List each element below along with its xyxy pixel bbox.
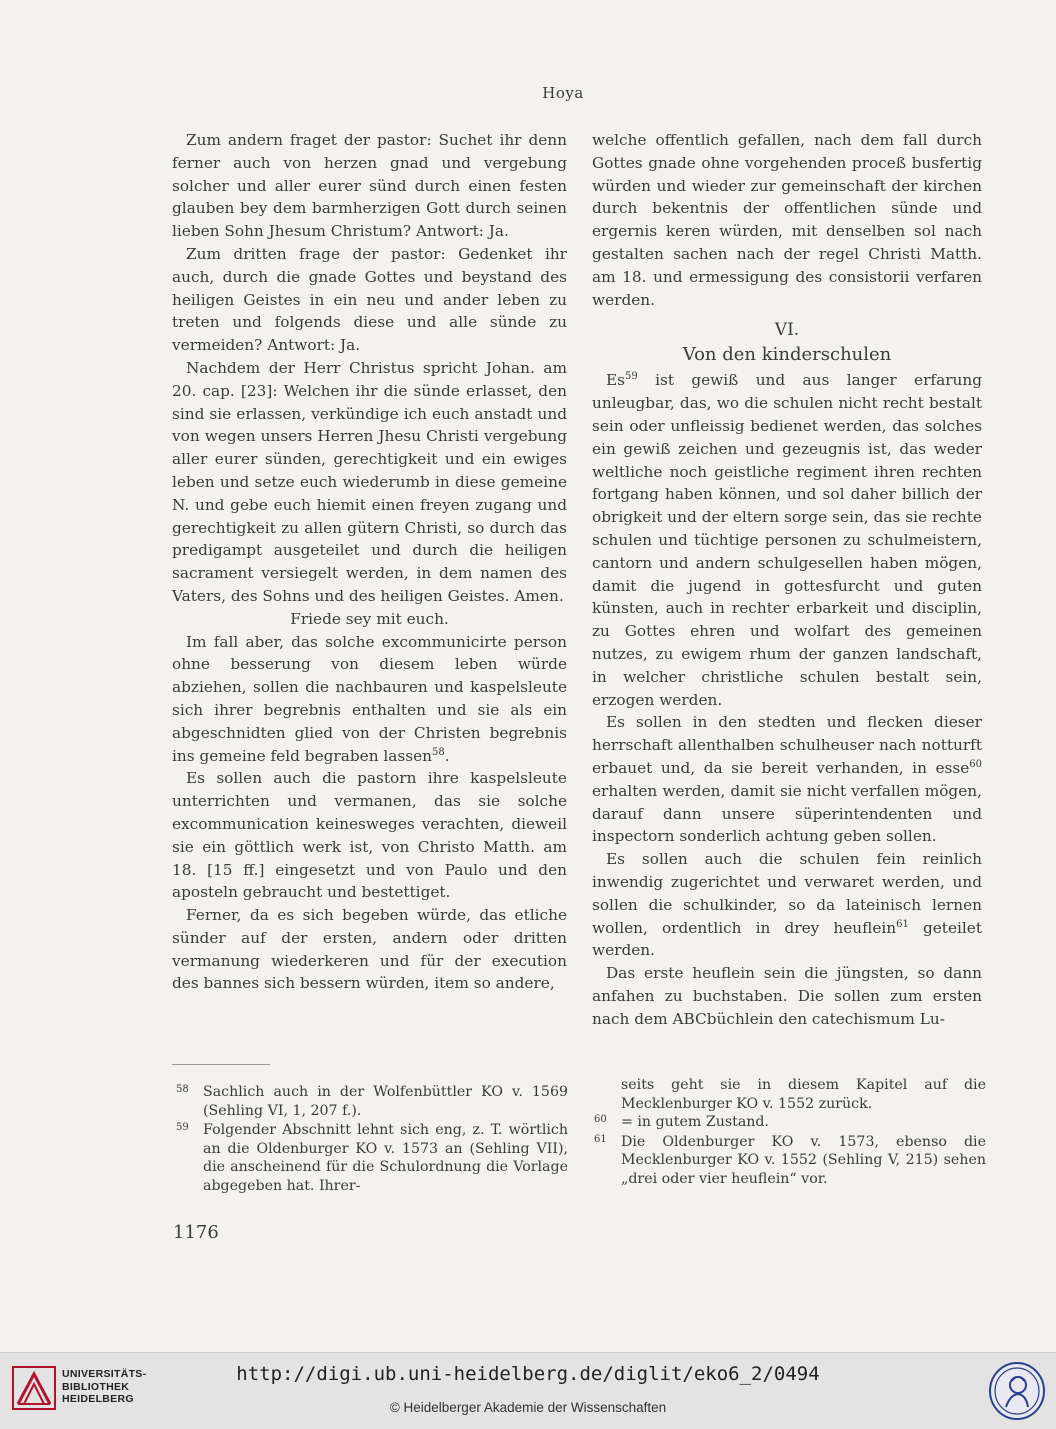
logo-line: UNIVERSITÄTS- (62, 1368, 147, 1380)
footnote-ref[interactable]: 59 (625, 371, 638, 383)
copyright-notice: © Heidelberger Akademie der Wissenschaften (389, 1400, 667, 1415)
paragraph: Es sollen auch die pastorn ihre kaspelsleute unterrichten und vermanen, das sie solche excommunication keinesweges verachten, dieweil sie ein göttlich werk ist, von Christo Matth. am 18. [15 ff.] eingesetzt und von Paulo und den aposteln gebraucht und bestettiget. (172, 769, 567, 902)
paragraph-text: geteilet werden. (592, 918, 982, 960)
footnote-number: 60 (594, 1114, 607, 1125)
left-column (172, 129, 567, 995)
academy-seal-icon[interactable] (988, 1361, 1046, 1421)
footnote-text: Folgender Abschnitt lehnt sich eng, z. T. wörtlich an die Oldenburger KO v. 1573 an (Sehling VII), die anscheinend für die Schulordnung die Vorlage abgegeben hat. Ihrer- (203, 1122, 568, 1194)
footnote-text: Sachlich auch in der Wolfenbüttler KO v. 1569 (Sehling VI, 1, 207 f.). (203, 1084, 568, 1119)
paragraph: Zum andern fraget der pastor: Suchet ihr denn ferner auch von herzen gnad und vergebung solcher und aller eurer sünd durch einen festen glauben bey dem barmherzigen Gott durch seinen lieben Sohn Jhesum Christum? Antwort: Ja. (172, 131, 567, 241)
paragraph-text: Es sollen auch die schulen fein reinlich inwendig zugerichtet und verwaret werden, und sollen die schulkinder, so da lateinisch lernen wollen, ordentlich in drey heuflein (592, 850, 982, 937)
footnote-ref[interactable]: 60 (969, 758, 982, 770)
viewer-footer (0, 1352, 1056, 1429)
section-number: VI. (774, 320, 800, 341)
benediction: Friede sey mit euch. (290, 609, 449, 628)
footnote (594, 1133, 986, 1189)
footnote-number: 58 (176, 1084, 189, 1095)
paragraph (172, 631, 567, 768)
punctuation: . (444, 746, 450, 765)
footnote-continuation: seits geht sie in diesem Kapitel auf die Mecklenburger KO v. 1552 zurück. (621, 1077, 986, 1112)
footnote (594, 1113, 986, 1132)
paragraph (592, 848, 982, 962)
footnote (176, 1121, 568, 1195)
footnote-ref[interactable]: 61 (896, 918, 909, 930)
footnotes-left (176, 1083, 568, 1196)
paragraph: Zum dritten frage der pastor: Gedenket ihr auch, durch die gnade Gottes und beystand des heiligen Geistes in ein neu und ander leben zu treten und folgends diese und alle sünde zu vermeiden? Antwort: Ja. (172, 244, 567, 355)
footnote-number: 61 (594, 1133, 607, 1145)
logo-line: HEIDELBERG (62, 1393, 134, 1405)
paragraph: Das erste heuflein sein die jüngsten, so dann anfahen zu buchstaben. Die sollen zum ersten nach dem ABCbüchlein den catechismum Lu- (592, 964, 982, 1028)
paragraph-text: ist gewiß und aus langer erfarung unleugbar, das, wo die schulen nicht recht bestalt sein oder unfleissig bedienet werden, das solches ein gewiß zeichen und gezeugnis ist, das weder weltliche noch geistliche regiment ihren rechten fortgang haben können, und sol daher billich der obrigkeit und der eltern sorge sein, das sie rechte schulen und tüchtige personen zu schulmeistern, cantorn und andern schulgesellen haben mögen, damit die jugend in gottesfurcht und guten künsten, auch in rechter erbarkeit und disciplin, zu Gottes ehren und wolfart des gemeinen nutzes, zu ewigem rhum der ganzen landschaft, in welcher christliche schulen bestalt sein, erzogen werden. (592, 371, 982, 709)
paragraph-text: Es sollen in den stedten und flecken dieser herrschaft allenthalben schulheuser nach notturft erbauet und, da sie bereit verhanden, in esse (592, 713, 982, 777)
page-number: 1176 (173, 1222, 219, 1243)
paragraph-text: erhalten werden, damit sie nicht verfallen mögen, darauf dann unsere süperintendenten und inspectorn sonderlich achtung geben sollen. (592, 781, 982, 846)
footnote-text: = in gutem Zustand. (621, 1114, 770, 1130)
footnote-rule (172, 1064, 270, 1065)
paragraph: Ferner, da es sich begeben würde, das etliche sünder auf der ersten, andern oder dritten vermanung wiederkeren und für der execution des bannes sich bessern würden, item so andere, (172, 906, 567, 993)
paragraph (592, 369, 982, 711)
right-column (592, 129, 982, 1030)
permalink-url[interactable]: http://digi.ub.uni-heidelberg.de/diglit/eko6_2/0494 (236, 1363, 820, 1385)
footnote-number: 59 (176, 1122, 189, 1133)
logo-line: BIBLIOTHEK (62, 1380, 130, 1393)
paragraph: welche offentlich gefallen, nach dem fall durch Gottes gnade ohne vorgehenden proceß busfertig würden und wieder zur gemeinschaft der kirchen durch bekentnis der offentlichen sünde und ergernis keren würden, mit denselben sol nach gestalten sachen nach der regel Christi Matth. am 18. und ermessigung des consistorii verfaren werden. (592, 131, 982, 309)
running-head-text: Hoya (542, 84, 584, 102)
footnotes-right (594, 1076, 986, 1189)
footnote-text: Die Oldenburger KO v. 1573, ebenso die Mecklenburger KO v. 1552 (Sehling V, 215) sehen „drei oder vier heuflein“ vor. (621, 1133, 986, 1187)
paragraph: Nachdem der Herr Christus spricht Johan. am 20. cap. [23]: Welchen ihr die sünde erlasset, den sind sie erlassen, verkündige ich euch anstadt und von wegen unsers Herren Jhesu Christi vergebung aller eurer sünden, gerechtigkeit und ein ewiges leben und setze euch wiederumb in diese gemeine N. und gebe euch hiemit einen freyen zugang und gerechtigkeit zu allen gütern Christi, so durch das predigampt ausgeteilet und durch die heiligen sacrament versiegelt werden, in dem namen des Vaters, des Sohns und des heiligen Geistes. Amen. (172, 358, 567, 605)
footnote-ref[interactable]: 58 (432, 746, 445, 758)
paragraph-text: Im fall aber, das solche excommunicirte person ohne besserung von diesem leben würde abziehen, sollen die nachbauren und kaspelsleute sich ihrer begrebnis enthalten und sie als ein abgeschnidten glied von der Christen begrebnis ins gemeine feld begraben lassen (172, 632, 567, 765)
paragraph (592, 711, 982, 848)
section-title: Von den kinderschulen (682, 344, 892, 366)
paragraph-text: Es (606, 371, 626, 390)
footnote (176, 1083, 568, 1120)
